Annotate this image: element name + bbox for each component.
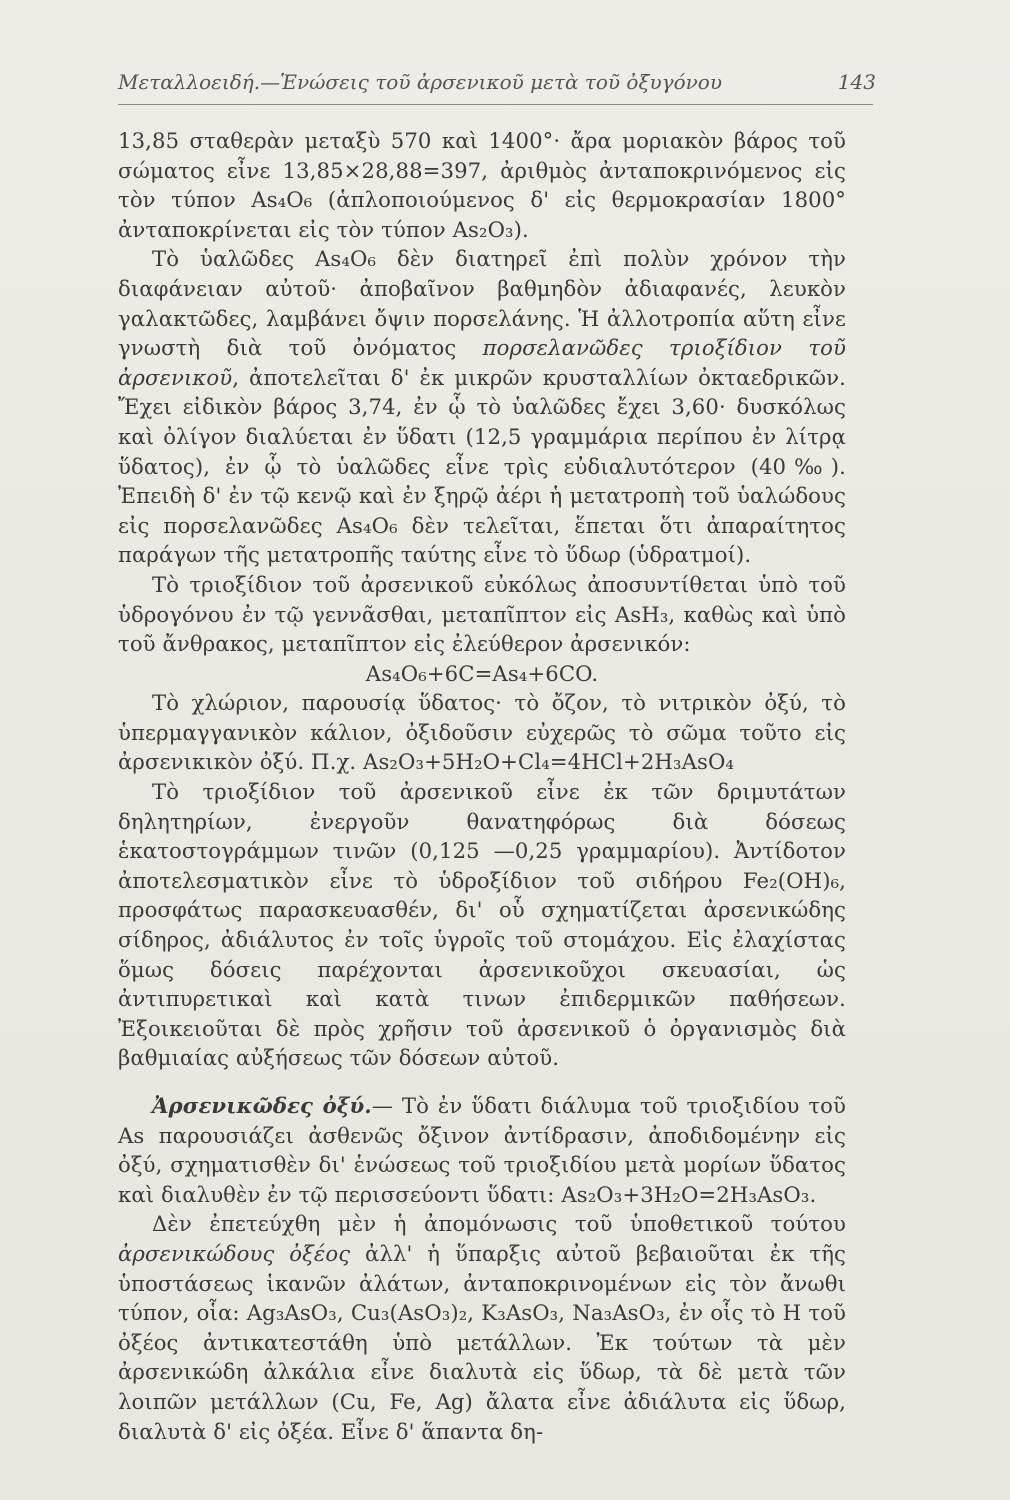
equation-1: As₄O₆+6C=As₄+6CO. [365, 660, 599, 686]
running-header [118, 70, 876, 106]
paragraph-2-part-a: Τὸ ὑαλῶδες As₄O₆ δὲν διατηρεῖ ἐπὶ πολὺν χρόνον τὴν διαφάνειαν αὐτοῦ· ἀποβαῖνον βαθμηδὸν ἀδιαφανές, λευκὸν γαλακτῶδες, λαμβάνει ὄψιν πορσελάνης. Ἡ ἀλλοτροπία αὕτη εἶνε γνωστὴ διὰ τοῦ ὀνόματος [118, 246, 846, 361]
paragraph-2 [118, 244, 846, 570]
paragraph-2-part-c: , ἀποτελεῖται δ' ἐκ μικρῶν κρυσταλλίων ὀκταεδρικῶν. Ἔχει εἰδικὸν βάρος 3,74, ἐν ᾧ τὸ ὑαλῶδες ἔχει 3,60· δυσκόλως καὶ ὀλίγον διαλύεται ἐν ὕδατι (12,5 γραμμάρια περίπου ἐν λίτρᾳ ὕδατος), ἐν ᾧ τὸ ὑαλῶδες εἶνε τρὶς εὐδιαλυτότερον (40‰). Ἐπειδὴ δ' ἐν τῷ κενῷ καὶ ἐν ξηρῷ ἀέρι ἡ μετατροπὴ τοῦ ὑαλώδους εἰς πορσελανῶδες As₄O₆ δὲν τελεῖται, ἕπεται ὅτι ἀπαραίτητος παράγων τῆς μετατροπῆς ταύτης εἶνε τὸ ὕδωρ (ὑδρατμοί). [118, 364, 846, 568]
paragraph-2-italic-term: πορσελανῶδες τριοξίδιον τοῦ ἀρσενικοῦ [118, 335, 846, 390]
paragraph-3: Τὸ τριοξίδιον τοῦ ἀρσενικοῦ εὐκόλως ἀποσυντίθεται ὑπὸ τοῦ ὑδρογόνου ἐν τῷ γεννᾶσθαι, μεταπῖπτον εἰς AsH₃, καθὼς καὶ ὑπὸ τοῦ ἄνθρακος, μεταπῖπτον εἰς ἐλεύθερον ἀρσενικόν: [118, 571, 846, 657]
section-heading: Ἀρσενικῶδες ὀξύ. [152, 1093, 372, 1118]
page-body [118, 126, 846, 1446]
header-title: Μεταλλοειδή.—Ἑνώσεις τοῦ ἀρσενικοῦ μετὰ τοῦ ὀξυγόνου [118, 70, 722, 94]
paragraph-7-part-c: ἀλλ' ἡ ὕπαρξις αὐτοῦ βεβαιοῦται ἐκ τῆς ὑποστάσεως ἱκανῶν ἀλάτων, ἀνταποκρινομένων εἰς τὸν ἄνωθι τύπον, οἷα: Ag₃AsO₃, Cu₃(AsO₃)₂, K₃AsO₃, Na₃AsO₃, ἐν οἷς τὸ H τοῦ ὀξέος ἀντικατεστάθη ὑπὸ μετάλλων. Ἐκ τούτων τὰ μὲν ἀρσενικώδη ἀλκάλια εἶνε διαλυτὰ εἰς ὕδωρ, τὰ δὲ μετὰ τῶν λοιπῶν μετάλλων (Cu, Fe, Ag) ἄλατα εἶνε ἀδιάλυτα εἰς ὕδωρ, διαλυτὰ δ' εἰς ὀξέα. Εἶνε δ' ἅπαντα δη- [118, 1240, 847, 1444]
paragraph-5: Τὸ τριοξίδιον τοῦ ἀρσενικοῦ εἶνε ἐκ τῶν δριμυτάτων δηλητηρίων, ἐνεργοῦν θανατηφόρως διὰ δόσεως ἑκατοστογράμμων τινῶν (0,125 —0,25 γραμμαρίου). Ἀντίδοτον ἀποτελεσματικὸν εἶνε τὸ ὑδροξίδιον τοῦ σιδήρου Fe₂(OH)₆, προσφάτως παρασκευασθέν, δι' οὗ σχηματίζεται ἀρσενικώδης σίδηρος, ἀδιάλυτος ἐν τοῖς ὑγροῖς τοῦ στομάχου. Εἰς ἐλαχίστας ὅμως δόσεις παρέχονται ἀρσενικοῦχοι σκευασίαι, ὡς ἀντιπυρετικαὶ καὶ κατὰ τινων ἐπιδερμικῶν παθήσεων. Ἐξοικειοῦται δὲ πρὸς χρῆσιν τοῦ ἀρσενικοῦ ὁ ὀργανισμὸς διὰ βαθμιαίας αὐξήσεως τῶν δόσεων αὐτοῦ. [118, 779, 846, 1071]
paragraph-6 [118, 1091, 846, 1209]
paragraph-4: Τὸ χλώριον, παρουσίᾳ ὕδατος· τὸ ὄζον, τὸ νιτρικὸν ὀξύ, τὸ ὑπερμαγγανικὸν κάλιον, ὀξιδοῦσιν εὐχερῶς τὸ σῶμα τοῦτο εἰς ἀρσενικικὸν ὀξύ. Π.χ. As₂O₃+5H₂O+Cl₄=4HCl+2H₃AsO₄ [118, 690, 846, 775]
page-number: 143 [837, 70, 876, 94]
paragraph-7-part-a: Δὲν ἐπετεύχθη μὲν ἡ ἀπομόνωσις τοῦ ὑποθετικοῦ τούτου [152, 1211, 846, 1237]
paragraph-7 [118, 1209, 846, 1446]
paragraph-1: 13,85 σταθερὰν μεταξὺ 570 καὶ 1400°· ἄρα μοριακὸν βάρος τοῦ σώματος εἶνε 13,85×28,88=397, ἀριθμὸς ἀνταποκρινόμενος εἰς τὸν τύπον As₄O₆ (ἁπλοποιούμενος δ' εἰς θερμοκρασίαν 1800° ἀνταποκρίνεται εἰς τὸν τύπον As₂O₃). [118, 128, 846, 242]
header-rule [118, 104, 873, 105]
paragraph-6-text: — Τὸ ἐν ὕδατι διάλυμα τοῦ τριοξιδίου τοῦ As παρουσιάζει ἀσθενῶς ὄξινον ἀντίδρασιν, ἀποδιδομένην εἰς ὀξύ, σχηματισθὲν δι' ἑνώσεως τοῦ τριοξιδίου μετὰ μορίων ὕδατος καὶ διαλυθὲν ἐν τῷ περισσεύοντι ὕδατι: As₂O₃+3H₂O=2H₃AsO₃. [118, 1093, 846, 1207]
paragraph-7-italic-term: ἀρσενικώδους ὀξέος [118, 1240, 351, 1266]
